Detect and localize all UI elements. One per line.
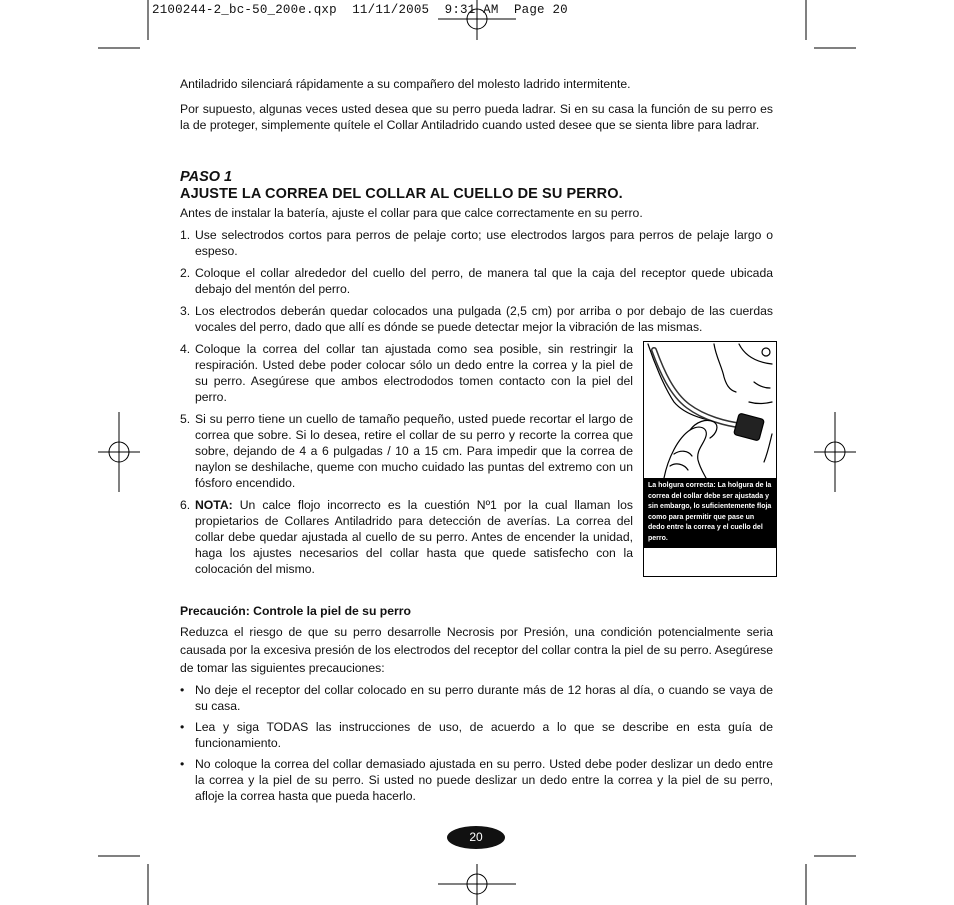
list-item: • No deje el receptor del collar colocado en su perro durante más de 12 horas al día, o cuando se vaya de su casa. — [180, 683, 773, 713]
bullet-icon: • — [180, 757, 185, 771]
list-item: • No coloque la correa del collar demasiado ajustada en su perro. Usted debe poder deslizar un dedo entre la correa y la piel de su perro. Si usted no puede deslizar un dedo entre la correa y la piel de su perro, afloje la correa hasta que pueda hacerlo. — [180, 757, 773, 803]
items-with-figure — [180, 341, 773, 577]
list-item: 2. Coloque el collar alrededor del cuello del perro, de manera tal que la caja del receptor quede ubicada debajo del mentón del perro. — [180, 266, 773, 296]
bullet-icon: • — [180, 683, 185, 697]
page-number: 20 — [447, 826, 505, 849]
list-item: 6. NOTA: Un calce flojo incorrecto es la cuestión Nº1 por la cual llaman los propietarios de Collares Antiladrido para detección de averías. La correa del collar debe quedar ajustada al cuello de su perro. Antes de encender la unidad, haga los ajustes necesarios del collar hasta que quede satisfecho con la colocación del mismo. — [180, 498, 633, 576]
intro-paragraph-1: Antiladrido silenciará rápidamente a su compañero del molesto ladrido intermitente. — [180, 77, 631, 91]
list-column — [180, 341, 633, 577]
step-title: AJUSTE LA CORREA DEL COLLAR AL CUELLO DE SU PERRO. — [180, 186, 623, 202]
figure-caption: La holgura correcta: La holgura de la correa del collar debe ser ajustada y sin embargo, lo suficientemente floja como para permitir que pase un dedo entre la correa y el cuello del perro. — [644, 478, 776, 548]
caution-heading: Precaución: Controle la piel de su perro — [180, 604, 411, 618]
list-item: 5. Si su perro tiene un cuello de tamaño pequeño, usted puede recortar el largo de correa que sobre. Si lo desea, retire el collar de su perro y recorte la correa que sobre, dejando de 4 a 6 pulgadas / 10 a 15 cm. Para impedir que la correa de naylon se deshilache, queme con mucho cuidado las puntas del extremo con un fósforo encendido. — [180, 412, 633, 490]
step-label: PASO 1 — [180, 169, 233, 185]
list-item: 3. Los electrodos deberán quedar colocados una pulgada (2,5 cm) por arriba o por debajo de las cuerdas vocales del perro, dado que allí es dónde se puede detectar mejor la vibración de las mismas. — [180, 304, 773, 334]
collar-fit-figure — [643, 341, 777, 577]
list-item: 4. Coloque la correa del collar tan ajustada como sea posible, sin restringir la respiración. Usted debe poder colocar sólo un dedo entre la correa y la piel de su perro. Asegúrese que ambos electrododos tomen contacto con la piel del perro. — [180, 342, 633, 404]
collar-illustration — [644, 342, 776, 478]
bullet-icon: • — [180, 720, 185, 734]
list-item: 1. Use selectrodos cortos para perros de pelaje corto; use electrodos largos para perros de pelaje largo o espeso. — [180, 228, 773, 258]
note-label: NOTA: — [195, 498, 233, 512]
list-item: • Lea y siga TODAS las instrucciones de uso, de acuerdo a lo que se describe en esta guía de funcionamiento. — [180, 720, 773, 750]
print-slug-line: 2100244-2_bc-50_200e.qxp 11/11/2005 9:31 AM Page 20 — [152, 3, 568, 17]
page-content — [180, 76, 773, 804]
step-lead: Antes de instalar la batería, ajuste el collar para que calce correctamente en su perro. — [180, 206, 643, 220]
intro-paragraph-2: Por supuesto, algunas veces usted desea que su perro pueda ladrar. Si en su casa la función de su perro es la de proteger, simplemente quítele el Collar Antiladrido cuando usted desee que se sienta libre para ladrar. — [180, 102, 773, 132]
caution-body: Reduzca el riesgo de que su perro desarrolle Necrosis por Presión, una condición potencialmente seria causada por la excesiva presión de los electrodos del receptor del collar contra la piel de su perro. Asegúrese de tomar las siguientes precauciones: — [180, 625, 773, 675]
